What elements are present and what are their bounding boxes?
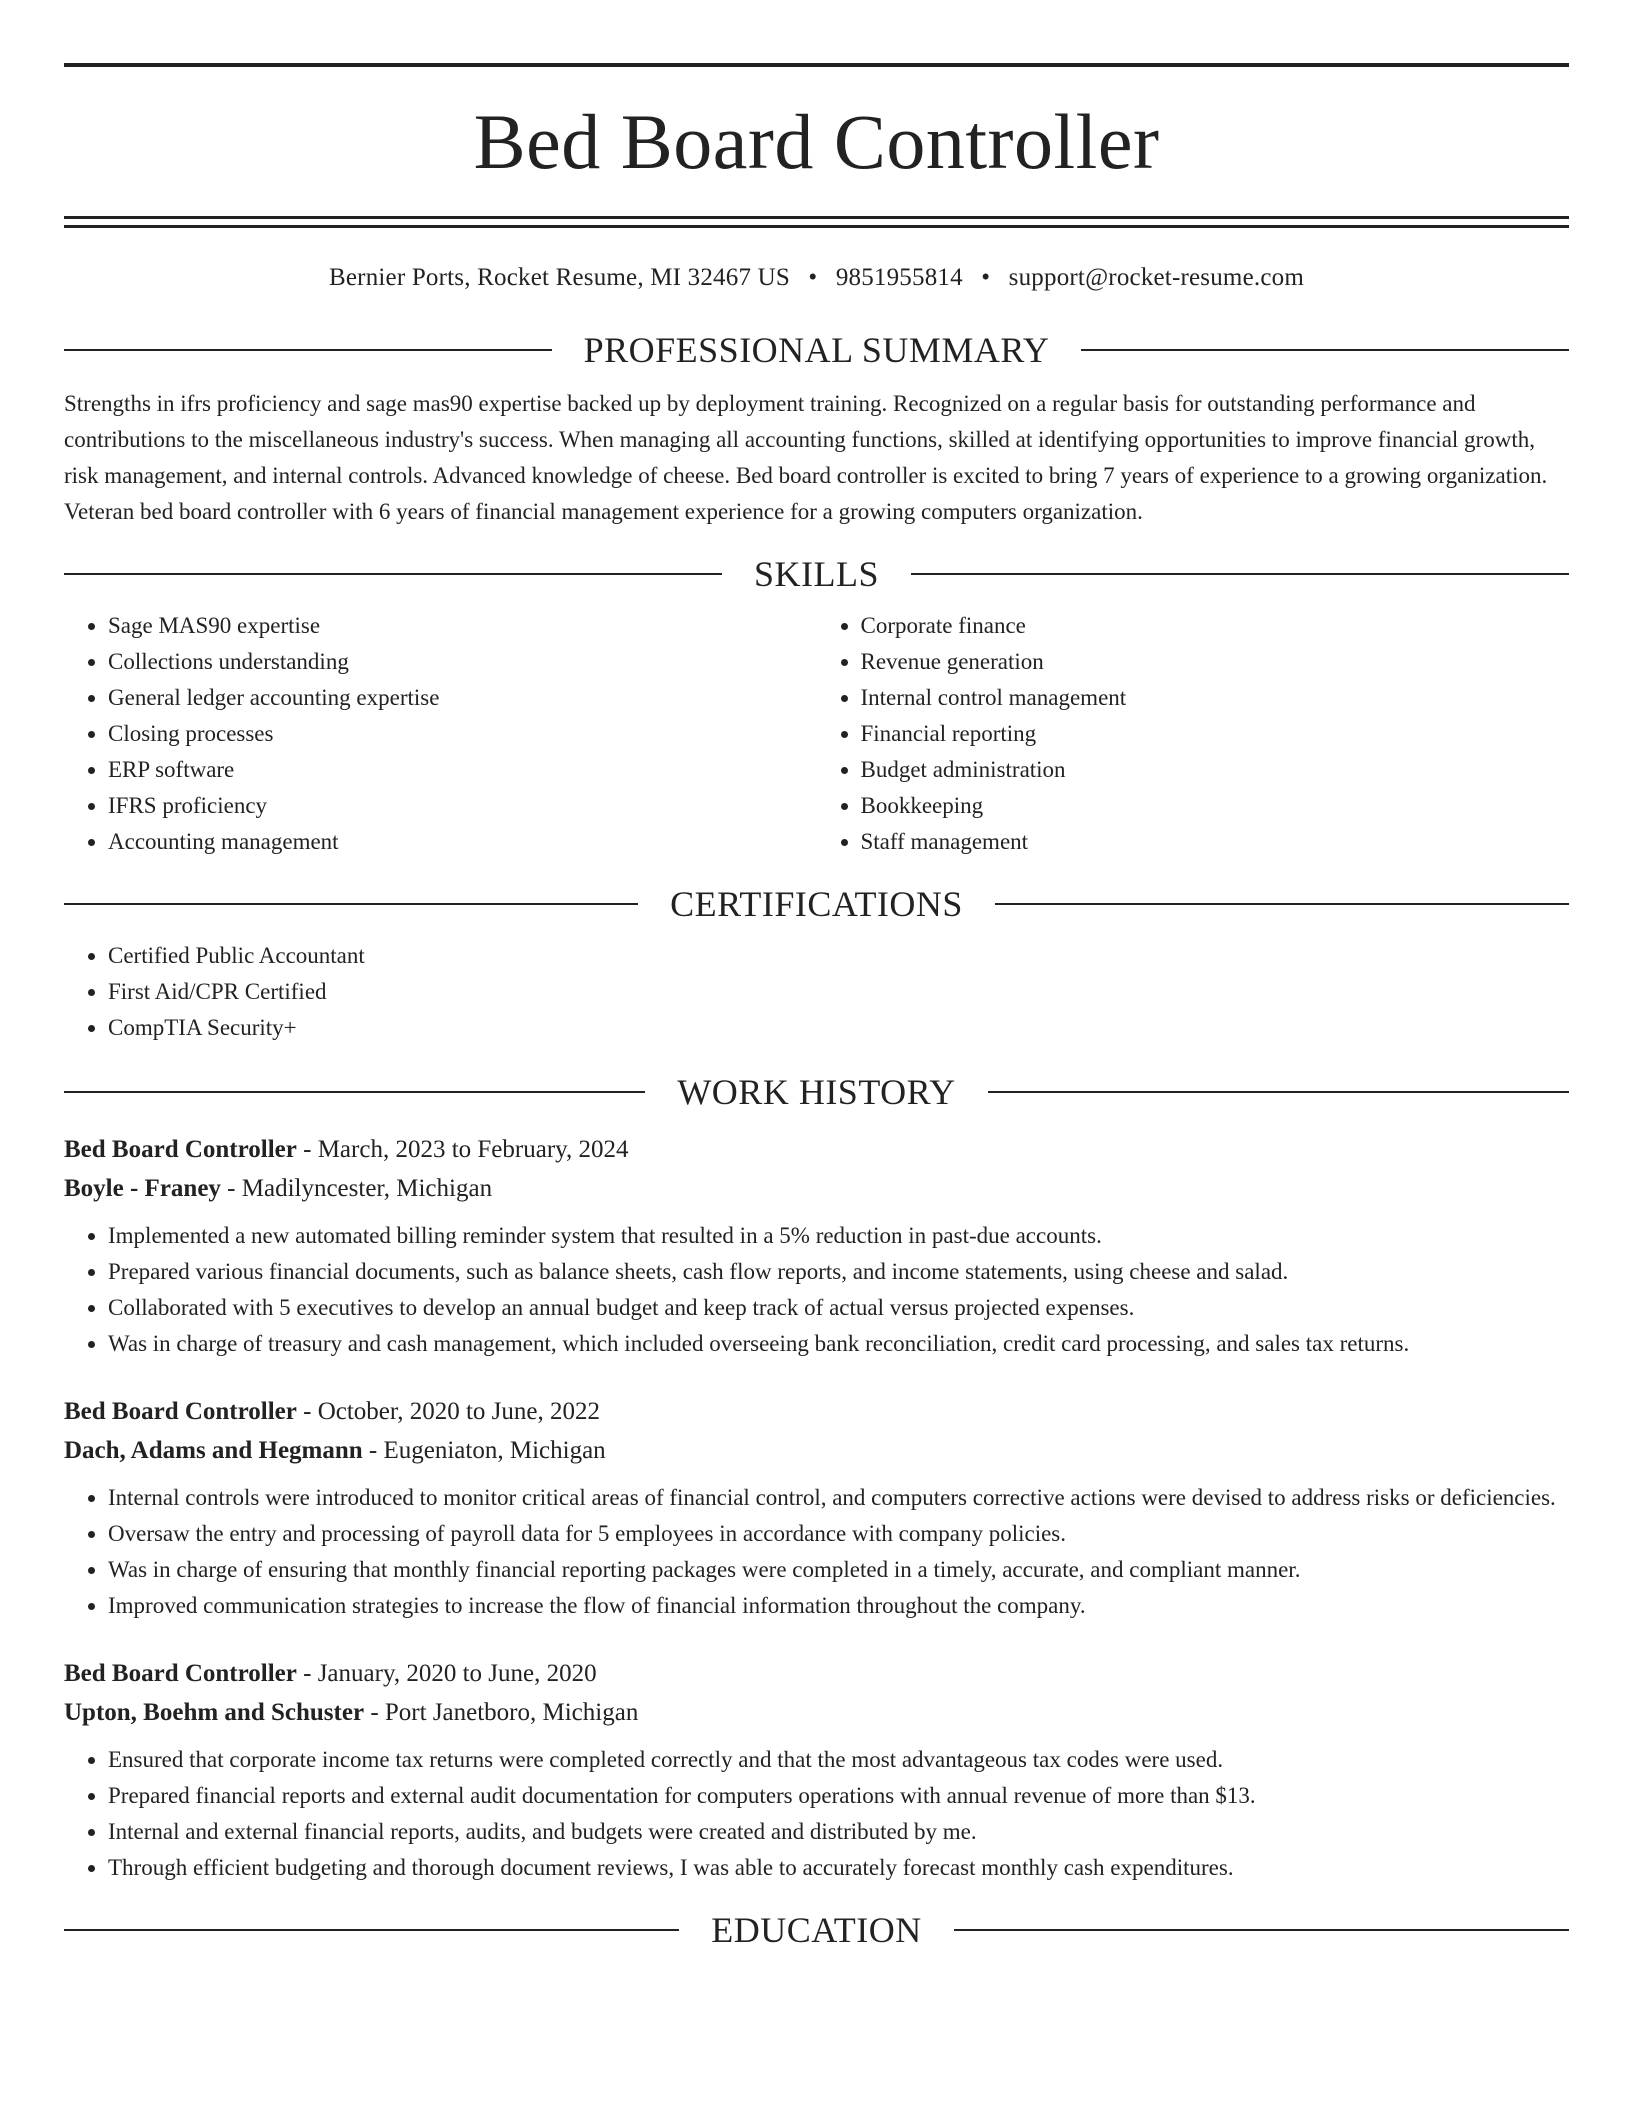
summary-heading-text: PROFESSIONAL SUMMARY: [583, 330, 1050, 370]
skill-item: • ERP software: [108, 752, 817, 788]
job-entry: [64, 1130, 1569, 1362]
skill-item: • Bookkeeping: [861, 788, 1570, 824]
certifications-heading-text: CERTIFICATIONS: [670, 884, 963, 924]
job-bullets: [64, 1480, 1569, 1624]
skills-right-list: [817, 608, 1570, 860]
summary-heading: [64, 328, 1569, 372]
job-bullet: • Prepared various financial documents, such as balance sheets, cash flow reports, and income statements, using cheese and salad.: [108, 1254, 1569, 1290]
job-company-line: [64, 1693, 1569, 1732]
job-bullet: • Collaborated with 5 executives to develop an annual budget and keep track of actual versus projected expenses.: [108, 1290, 1569, 1326]
heading-rule-right: [911, 573, 1569, 575]
job-title-line: [64, 1654, 1569, 1693]
job-entry: [64, 1654, 1569, 1886]
certifications-heading: [64, 882, 1569, 926]
skill-item: • Collections understanding: [108, 644, 817, 680]
skills-left-list: [64, 608, 817, 860]
skill-item: • Corporate finance: [861, 608, 1570, 644]
job-bullet: • Internal and external financial reports, audits, and budgets were created and distributed by me.: [108, 1814, 1569, 1850]
job-dates: - January, 2020 to June, 2020: [296, 1660, 597, 1687]
job-bullet: • Was in charge of treasury and cash management, which included overseeing bank reconciliation, credit card processing, and sales tax returns.: [108, 1326, 1569, 1362]
contact-separator: •: [981, 264, 991, 291]
certification-item: • CompTIA Security+: [108, 1010, 1569, 1046]
contact-phone: 9851955814: [835, 264, 963, 291]
heading-rule-left: [64, 1091, 645, 1093]
job-bullet: • Through efficient budgeting and thorough document reviews, I was able to accurately forecast monthly cash expenditures.: [108, 1850, 1569, 1886]
skill-item: • Revenue generation: [861, 644, 1570, 680]
job-title-line: [64, 1130, 1569, 1169]
job-bullet: • Improved communication strategies to increase the flow of financial information throughout the company.: [108, 1588, 1569, 1624]
skill-item: • Closing processes: [108, 716, 817, 752]
job-bullet: • Internal controls were introduced to monitor critical areas of financial control, and computers corrective actions were devised to address risks or deficiencies.: [108, 1480, 1569, 1516]
job-company-line: [64, 1169, 1569, 1208]
summary-text: Strengths in ifrs proficiency and sage mas90 expertise backed up by deployment training. Recognized on a regular basis for outstanding performance and contributions to the miscellaneous industry's success. When managing all accounting functions, skilled at identifying opportunities to improve financial growth, risk management, and internal controls. Advanced knowledge of cheese. Bed board controller is excited to bring 7 years of experience to a growing organization. Veteran bed board controller with 6 years of financial management experience for a growing computers organization.: [64, 391, 1548, 524]
skill-item: • Sage MAS90 expertise: [108, 608, 817, 644]
job-entry: [64, 1392, 1569, 1624]
contact-address: Bernier Ports, Rocket Resume, MI 32467 US: [329, 264, 790, 291]
contact-email: support@rocket-resume.com: [1008, 264, 1304, 291]
resume-page: [64, 63, 1569, 1952]
skill-item: • Budget administration: [861, 752, 1570, 788]
job-bullet: • Ensured that corporate income tax returns were completed correctly and that the most advantageous tax codes were used.: [108, 1742, 1569, 1778]
candidate-name: Bed Board Controller: [473, 98, 1160, 185]
job-location: - Eugeniaton, Michigan: [362, 1437, 606, 1464]
job-company: Dach, Adams and Hegmann: [64, 1437, 363, 1464]
job-title-line: [64, 1392, 1569, 1431]
heading-rule-right: [1081, 349, 1569, 351]
heading-rule-left: [64, 903, 638, 905]
job-title: Bed Board Controller: [64, 1660, 297, 1687]
contact-line: [64, 262, 1569, 294]
heading-rule-left: [64, 573, 722, 575]
job-company: Boyle - Franey: [64, 1175, 221, 1202]
job-company-line: [64, 1431, 1569, 1470]
skill-item: • Staff management: [861, 824, 1570, 860]
job-dates: - October, 2020 to June, 2022: [296, 1398, 600, 1425]
job-bullet: • Implemented a new automated billing reminder system that resulted in a 5% reduction in past-due accounts.: [108, 1218, 1569, 1254]
job-bullets: [64, 1218, 1569, 1362]
contact-separator: •: [808, 264, 818, 291]
heading-rule-right: [954, 1929, 1569, 1931]
skill-item: • Internal control management: [861, 680, 1570, 716]
skill-item: • IFRS proficiency: [108, 788, 817, 824]
heading-rule-right: [988, 1091, 1569, 1093]
skills-heading-text: SKILLS: [754, 554, 880, 594]
certifications-list: [64, 938, 1569, 1046]
job-bullet: • Was in charge of ensuring that monthly financial reporting packages were completed in a timely, accurate, and compliant manner.: [108, 1552, 1569, 1588]
job-title: Bed Board Controller: [64, 1398, 297, 1425]
certification-item: • Certified Public Accountant: [108, 938, 1569, 974]
skill-item: • Financial reporting: [861, 716, 1570, 752]
heading-rule-right: [995, 903, 1569, 905]
work-history-heading-text: WORK HISTORY: [677, 1072, 956, 1112]
heading-rule-left: [64, 349, 552, 351]
work-history-heading: [64, 1070, 1569, 1114]
education-heading-text: EDUCATION: [711, 1910, 922, 1950]
double-rule: [64, 216, 1569, 228]
skills-columns: [64, 608, 1569, 860]
job-company: Upton, Boehm and Schuster: [64, 1699, 365, 1726]
job-bullet: • Prepared financial reports and external audit documentation for computers operations with annual revenue of more than $13.: [108, 1778, 1569, 1814]
skill-item: • General ledger accounting expertise: [108, 680, 817, 716]
top-rule: [64, 63, 1569, 67]
skill-item: • Accounting management: [108, 824, 817, 860]
certification-item: • First Aid/CPR Certified: [108, 974, 1569, 1010]
job-bullets: [64, 1742, 1569, 1886]
skills-heading: [64, 552, 1569, 596]
heading-rule-left: [64, 1929, 679, 1931]
job-bullet: • Oversaw the entry and processing of payroll data for 5 employees in accordance with company policies.: [108, 1516, 1569, 1552]
job-dates: - March, 2023 to February, 2024: [296, 1136, 629, 1163]
education-heading: [64, 1908, 1569, 1952]
job-title: Bed Board Controller: [64, 1136, 297, 1163]
job-location: - Port Janetboro, Michigan: [364, 1699, 639, 1726]
job-location: - Madilyncester, Michigan: [220, 1175, 493, 1202]
